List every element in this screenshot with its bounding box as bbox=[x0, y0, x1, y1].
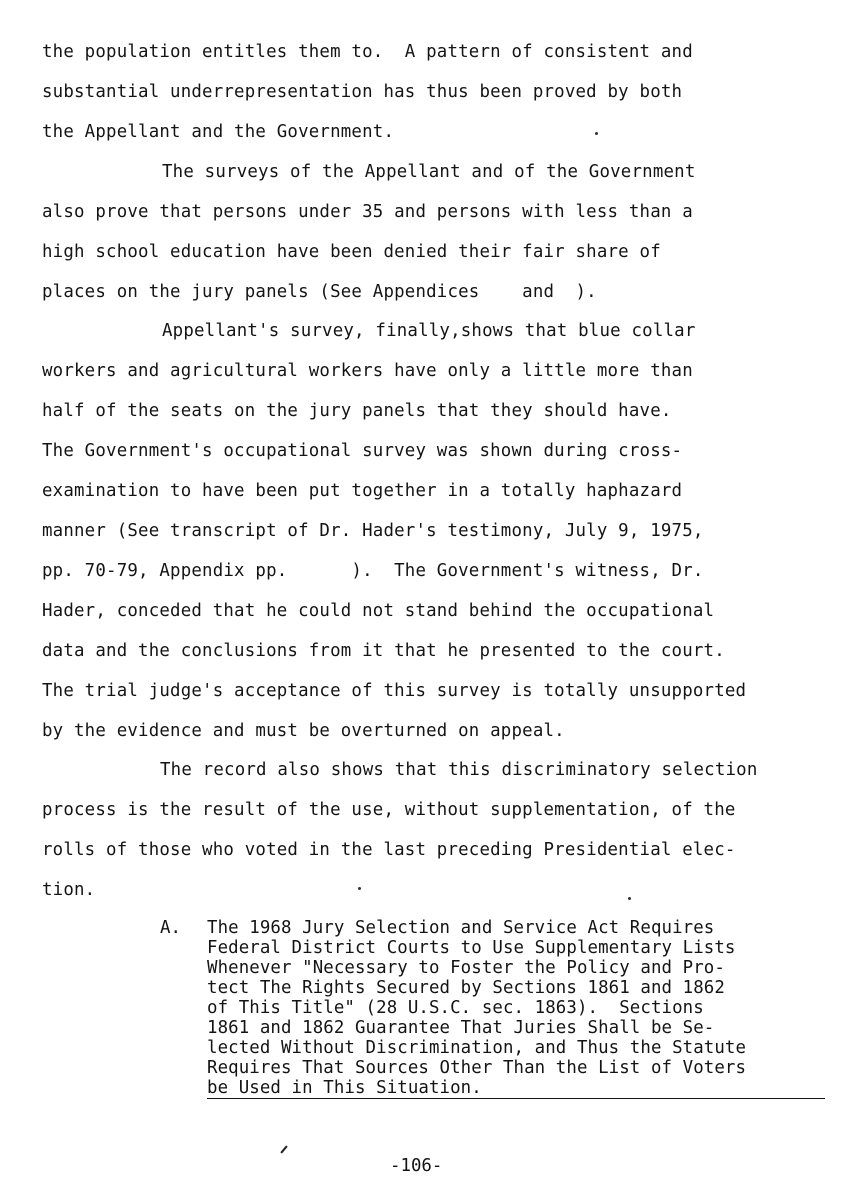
scan-speck bbox=[595, 132, 598, 135]
body-line-20: process is the result of the use, without supplementation, of the bbox=[42, 800, 736, 820]
body-line-8: Appellant's survey, finally,shows that blue collar bbox=[162, 321, 696, 341]
body-line-14: pp. 70-79, Appendix pp. ). The Government's witness, Dr. bbox=[42, 561, 704, 581]
section-heading-line-2: Federal District Courts to Use Supplementary Lists bbox=[207, 938, 736, 958]
body-line-5: also prove that persons under 35 and persons with less than a bbox=[42, 202, 693, 222]
body-line-2: substantial underrepresentation has thus been proved by both bbox=[42, 82, 683, 102]
section-heading-underline bbox=[207, 1098, 825, 1099]
section-heading-line-5: of This Title" (28 U.S.C. sec. 1863). Sections bbox=[207, 998, 704, 1018]
body-line-19: The record also shows that this discriminatory selection bbox=[160, 760, 758, 780]
page-number: -106- bbox=[390, 1156, 443, 1176]
body-line-21: rolls of those who voted in the last preceding Presidential elec- bbox=[42, 840, 736, 860]
body-line-6: high school education have been denied their fair share of bbox=[42, 242, 661, 262]
body-line-11: The Government's occupational survey was shown during cross- bbox=[42, 441, 683, 461]
body-line-15: Hader, conceded that he could not stand behind the occupational bbox=[42, 601, 715, 621]
body-line-13: manner (See transcript of Dr. Hader's testimony, July 9, 1975, bbox=[42, 521, 704, 541]
section-heading-line-8: Requires That Sources Other Than the List of Voters bbox=[207, 1058, 747, 1078]
section-heading-line-1: The 1968 Jury Selection and Service Act Requires bbox=[207, 918, 715, 938]
body-line-4: The surveys of the Appellant and of the Government bbox=[162, 162, 696, 182]
body-line-22: tion. bbox=[42, 880, 96, 900]
section-heading-letter: A. bbox=[160, 918, 181, 938]
body-line-7: places on the jury panels (See Appendices and ). bbox=[42, 282, 597, 302]
section-heading-line-9: be Used in This Situation. bbox=[207, 1078, 482, 1098]
body-line-12: examination to have been put together in a totally haphazard bbox=[42, 481, 683, 501]
body-line-1: the population entitles them to. A pattern of consistent and bbox=[42, 42, 693, 62]
body-line-18: by the evidence and must be overturned on appeal. bbox=[42, 721, 565, 741]
section-heading-line-7: lected Without Discrimination, and Thus the Statute bbox=[207, 1038, 747, 1058]
body-line-17: The trial judge's acceptance of this survey is totally unsupported bbox=[42, 681, 747, 701]
body-line-10: half of the seats on the jury panels that they should have. bbox=[42, 401, 672, 421]
scan-speck bbox=[628, 897, 631, 900]
body-line-3: the Appellant and the Government. bbox=[42, 122, 395, 142]
body-line-16: data and the conclusions from it that he presented to the court. bbox=[42, 641, 725, 661]
body-line-9: workers and agricultural workers have only a little more than bbox=[42, 361, 693, 381]
section-heading-line-3: Whenever "Necessary to Foster the Policy and Pro- bbox=[207, 958, 725, 978]
section-heading-line-6: 1861 and 1862 Guarantee That Juries Shall be Se- bbox=[207, 1018, 715, 1038]
scan-mark bbox=[280, 1145, 287, 1153]
scan-speck bbox=[358, 887, 361, 890]
section-heading-line-4: tect The Rights Secured by Sections 1861 and 1862 bbox=[207, 978, 725, 998]
